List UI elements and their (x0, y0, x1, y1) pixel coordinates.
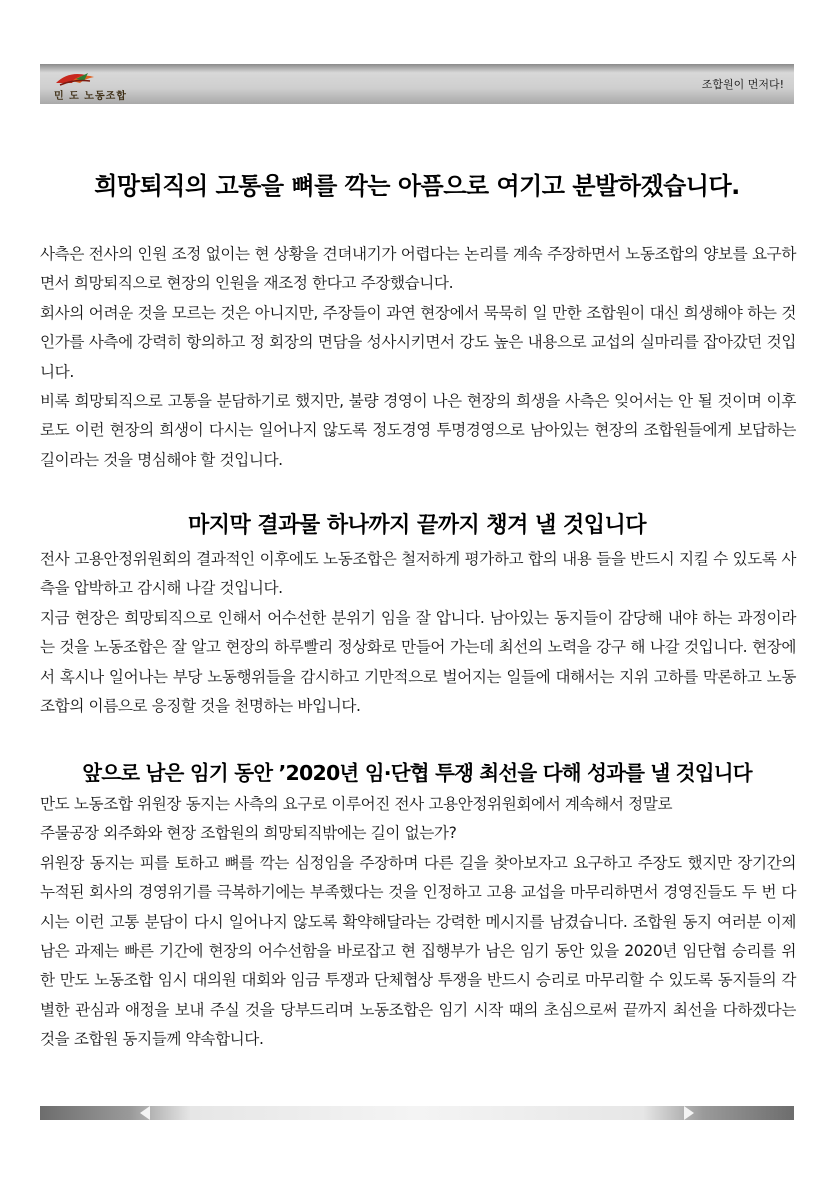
section-3-body (40, 790, 796, 1055)
section-2-title: 마지막 결과물 하나까지 끝까지 챙겨 낼 것입니다 (188, 513, 646, 538)
section-2-body (40, 545, 796, 721)
footer-bar (40, 1106, 794, 1120)
section-3-title: 앞으로 남은 임기 동안 ’2020년 임·단협 투쟁 최선을 다해 성과를 낼 것입니다 (82, 761, 752, 785)
section-1-title: 희망퇴직의 고통을 뼈를 깍는 아픔으로 여기고 분발하겠습니다. (94, 172, 740, 200)
header-slogan: 조합원이 먼저다! (701, 78, 784, 91)
paragraph: 주물공장 외주화와 현장 조합원의 희망퇴직밖에는 길이 없는가? (40, 824, 457, 843)
section-1-body (40, 240, 796, 475)
paragraph: 위원장 동지는 피를 토하고 뼈를 깍는 심정임을 주장하며 다른 길을 찾아보자고 요구하고 주장도 했지만 장기간의 누적된 회사의 경영위기를 극복하기에는 부족했다는 것을 인정하고 고용 교섭을 마무리하면서 경영진들도 두 번 다시는 이런 고통 분담이 다시 일어나지 않도록 확약해달라는 강력한 메시지를 남겼습니다. 조합원 동지 여러분 이제 남은 과제는 빠른 기간에 현장의 어수선함을 바로잡고 현 집행부가 남은 임기 동안 있을 2020년 임단협 승리를 위한 만도 노동조합 임시 대의원 대회와 임금 투쟁과 단체협상 투쟁을 반드시 승리로 마무리할 수 있도록 동지들의 각별한 관심과 애정을 보내 주실 것을 당부드리며 노동조합은 임기 시작 때의 초심으로써 끝까지 최선을 다하겠다는 것을 조합원 동지들께 약속합니다. (40, 853, 796, 1049)
union-logo (46, 69, 126, 101)
header-bar (40, 64, 794, 104)
paragraph: 지금 현장은 희망퇴직으로 인해서 어수선한 분위기 임을 잘 압니다. 남아있는 동지들이 감당해 내야 하는 과정이라는 것을 노동조합은 잘 알고 현장의 하루빨리 정상화로 만들어 가는데 최선의 노력을 강구 해 나갈 것입니다. 현장에서 혹시나 일어나는 부당 노동행위들을 감시하고 기만적으로 벌어지는 일들에 대해서는 지위 고하를 막론하고 노동조합의 이름으로 응징할 것을 천명하는 바입니다. (40, 608, 796, 716)
paragraph: 만도 노동조합 위원장 동지는 사측의 요구로 이루어진 전사 고용안정위원회에서 계속해서 정말로 (40, 795, 673, 813)
paragraph: 회사의 어려운 것을 모르는 것은 아니지만, 주장들이 과연 현장에서 묵묵히 일 만한 조합원이 대신 희생해야 하는 것 인가를 사측에 강력히 항의하고 정 회장의 면담을 성사시키면서 강도 높은 내용으로 교섭의 실마리를 잡아갔던 것입니다. (40, 303, 796, 381)
paragraph: 전사 고용안정위원회의 결과적인 이후에도 노동조합은 철저하게 평가하고 합의 내용 들을 반드시 지킬 수 있도록 사측을 압박하고 감시해 나갈 것입니다. (40, 550, 796, 598)
paragraph: 비록 희망퇴직으로 고통을 분담하기로 했지만, 불량 경영이 나은 현장의 희생을 사측은 잊어서는 안 될 것이며 이후로도 이런 현장의 희생이 다시는 일어나지 않도록 정도경영 투명경영으로 남아있는 현장의 조합원들에게 보답하는 길이라는 것을 명심해야 할 것입니다. (40, 392, 796, 469)
paragraph: 사측은 전사의 인원 조정 없이는 현 상황을 견뎌내기가 어렵다는 논리를 계속 주장하면서 노동조합의 양보를 요구하면서 희망퇴직으로 현장의 인원을 재조정 한다고 주장했습니다. (40, 245, 796, 293)
logo-text: 민 도 노동조합 (54, 91, 127, 102)
